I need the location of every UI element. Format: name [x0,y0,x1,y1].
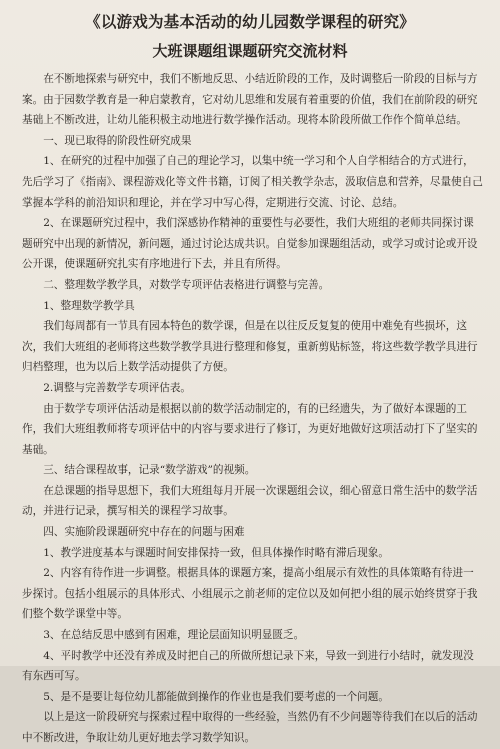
subsection-paragraph: 由于数学专项评估活动是根据以前的数学活动制定的，有的已经遗失，为了做好本课题的工作，我们大班组教师将专项评估中的内容与要求进行了修订，为更好地做好这项活动打下了坚实的基础。 [22,402,478,456]
subsection-heading: 2.调整与完善数学专项评估表。 [43,381,192,394]
list-item: 2、内容有待作进一步调整。根据具体的课题方案，提高小组展示有效性的具体策略有待进一步探讨。包括小组展示的具体形式、小组展示之前老师的定位以及如何把小组的展示始终贯穿于我们整个数学课堂中等。 [22,567,478,621]
section-paragraph: 1、在研究的过程中加强了自己的理论学习，以集中统一学习和个人自学相结合的方式进行，先后学习了《指南》、课程游戏化等文件书籍，订阅了相关教学杂志，汲取信息和营养，尽量使自己掌握本学科的前沿知识和理论，并在学习中写心得，定期进行交流、讨论、总结。 [22,155,483,209]
section-heading: 三、结合课程故事，记录“数学游戏”的视频。 [43,464,256,477]
section-paragraph: 在总课题的指导思想下，我们大班组每月开展一次课题组会议，细心留意日常生活中的数学活动，并进行记录，撰写相关的课程学习故事。 [22,484,478,518]
section-heading: 一、现已取得的阶段性研究成果 [43,134,192,147]
section-heading: 四、实施阶段课题研究中存在的问题与困难 [43,526,245,539]
document-body [22,69,484,749]
list-item: 1、教学进度基本与课题时间安排保持一致，但具体操作时略有滞后现象。 [43,546,389,559]
document-title: 《以游戏为基本活动的幼儿园数学课程的研究》 [85,12,415,31]
list-item: 5、是不是要让每位幼儿都能做到操作的作业也是我们要考虑的一个问题。 [43,690,389,703]
list-item: 3、在总结反思中感到有困难，理论层面知识明显匮乏。 [43,629,305,642]
section-heading: 二、整理数学教学具，对数学专项评估表格进行调整与完善。 [43,278,330,291]
subsection-paragraph: 我们每周都有一节具有园本特色的数学课，但是在以往反反复复的使用中难免有些损坏，这次，我们大班组的老师将这些数学教学具进行整理和修复，重新剪贴标签，将这些数学教学具进行归档整理，也为以后上数学活动提供了方便。 [22,320,478,374]
intro-paragraph: 在不断地探索与研究中，我们不断地反思、小结近阶段的工作，及时调整后一阶段的目标与方案。由于园数学教育是一种启蒙教育，它对幼儿思维和发展有着重要的价值，我们在前阶段的研究基础上不断改进，让幼儿能积极主动地进行数学操作活动。现将本阶段所做工作作个简单总结。 [22,73,478,127]
closing-paragraph: 以上是这一阶段研究与探索过程中取得的一些经验，当然仍有不少问题等待我们在以后的活动中不断改进，争取让幼儿更好地去学习数学知识。 [22,711,478,744]
document-subtitle: 大班课题组课题研究交流材料 [152,42,348,60]
subsection-heading: 1、整理数学教学具 [43,299,135,312]
list-item: 4、平时教学中还没有养成及时把自己的所做所想记录下来，导致一到进行小结时，就发现没有东西可写。 [22,649,474,683]
section-paragraph: 2、在课题研究过程中，我们深感协作精神的重要性与必要性，我们大班组的老师共同探讨课题研究中出现的新情况，新问题，通过讨论达成共识。自觉参加课题组活动，或学习或讨论或开设公开课，使课题研究扎实有序地进行下去，并且有所得。 [22,217,478,271]
